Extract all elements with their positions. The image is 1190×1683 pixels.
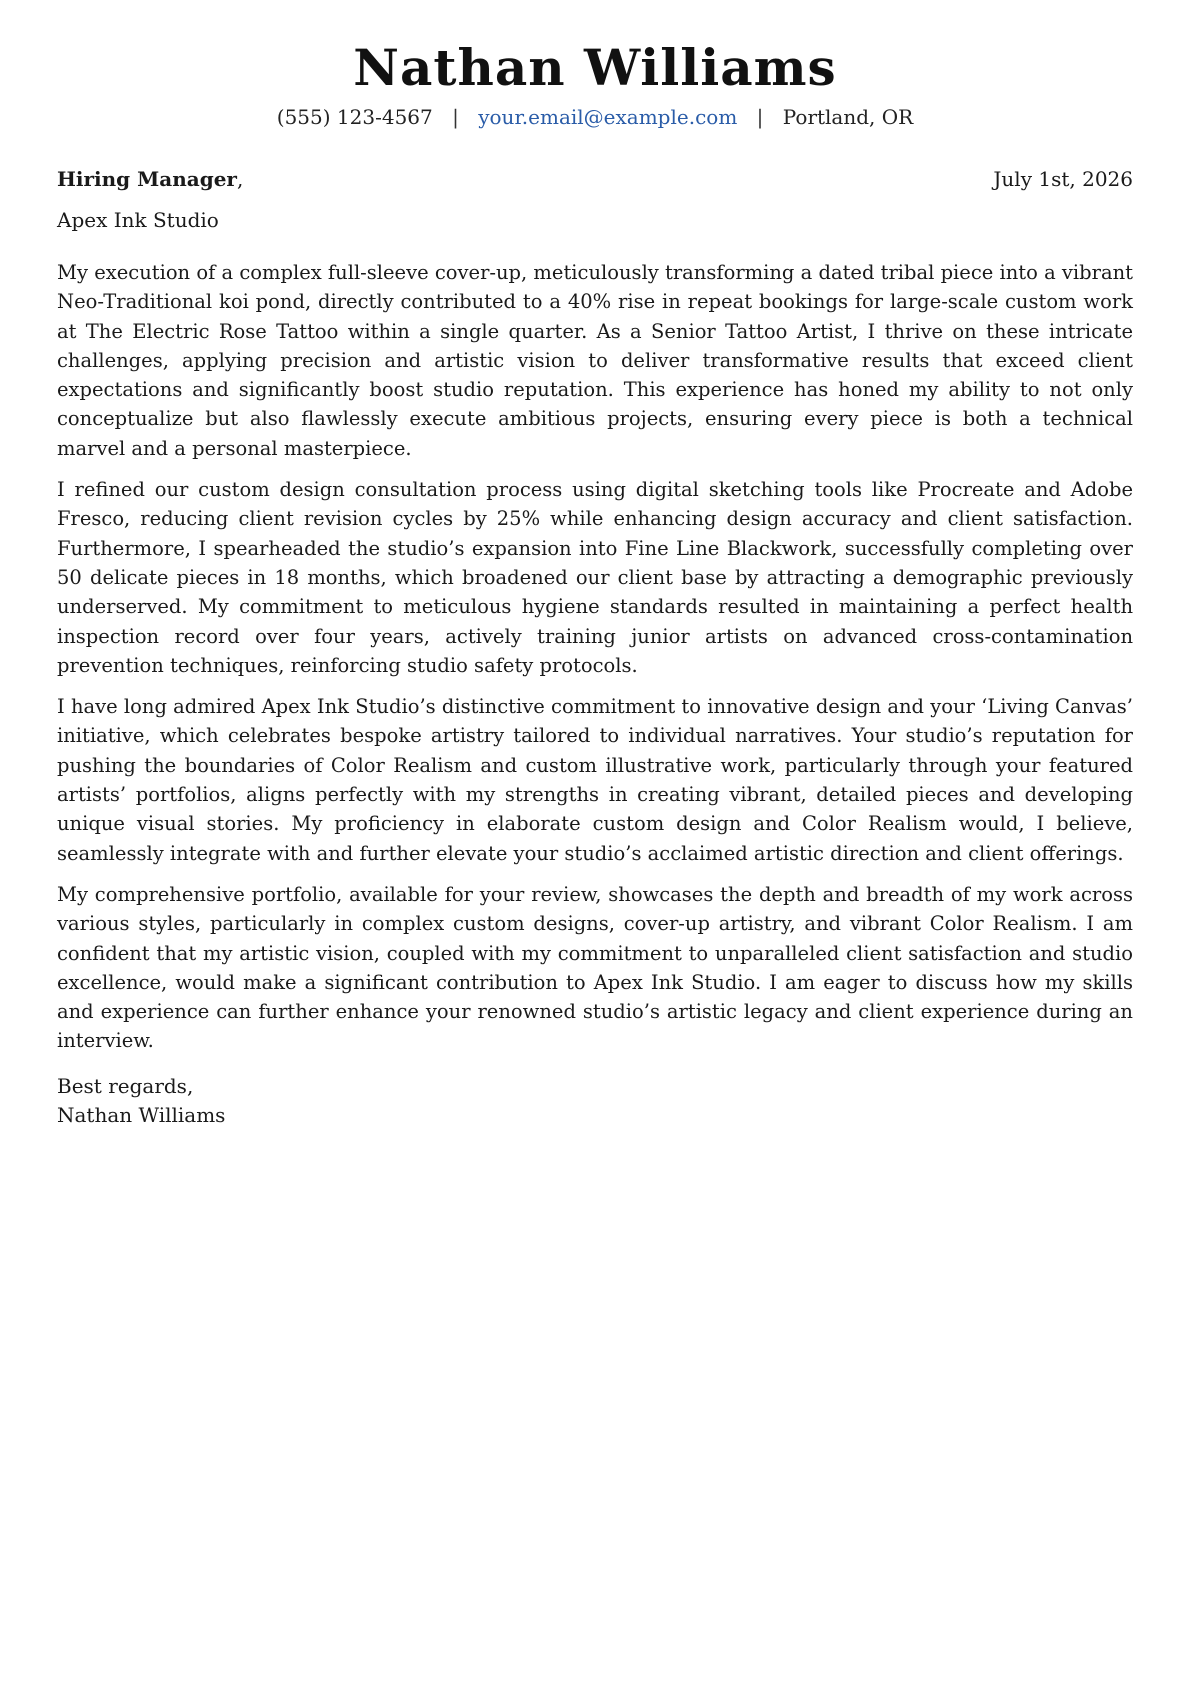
recipient-greeting — [57, 167, 243, 191]
recipient-title: Hiring Manager — [57, 167, 237, 191]
cover-letter-page — [57, 40, 1133, 1130]
body-paragraph: My comprehensive portfolio, available for your review, showcases the depth and breadth of my work across various styles, particularly in complex custom designs, cover-up artistry, and vibrant Color Realism. I am confident that my artistic vision, coupled with my commitment to unparalleled client satisfaction and studio excellence, would make a significant contribution to Apex Ink Studio. I am eager to discuss how my skills and experience can further enhance your renowned studio’s artistic legacy and client experience during an interview. — [57, 882, 1133, 1053]
closing-salutation: Best regards, — [57, 1073, 194, 1098]
recipient-date-row — [57, 167, 1133, 191]
contact-separator: | — [756, 105, 764, 129]
recipient-title-suffix: , — [236, 167, 244, 191]
letter-closing — [57, 1072, 1133, 1130]
body-paragraph: My execution of a complex full-sleeve cover-up, meticulously transforming a dated tribal piece into a vibrant Neo-Traditional koi pond, directly contributed to a 40% rise in repeat bookings for large-scale custom work at The Electric Rose Tattoo within a single quarter. As a Senior Tattoo Artist, I thrive on these intricate challenges, applying precision and artistic vision to deliver transformative results that exceed client expectations and significantly boost studio reputation. This experience has honed my ability to not only conceptualize but also flawlessly execute ambitious projects, ensuring every piece is both a technical marvel and a personal masterpiece. — [57, 261, 1133, 460]
letter-date: July 1st, 2026 — [993, 167, 1133, 191]
phone-number: (555) 123-4567 — [276, 105, 433, 129]
contact-line — [57, 105, 1133, 129]
location: Portland, OR — [782, 105, 914, 129]
contact-separator: | — [452, 105, 459, 129]
recipient-company: Apex Ink Studio — [57, 208, 219, 232]
email-link[interactable]: your.email@example.com — [478, 105, 738, 129]
body-paragraph: I have long admired Apex Ink Studio’s distinctive commitment to innovative design and your ‘Living Canvas’ initiative, which celebrates bespoke artistry tailored to individual narratives. Your studio’s reputation for pushing the boundaries of Color Realism and custom illustrative work, particularly through your featured artists’ portfolios, aligns perfectly with my strengths in creating vibrant, detailed pieces and developing unique visual stories. My proficiency in elaborate custom design and Color Realism would, I believe, seamlessly integrate with and further elevate your studio’s acclaimed artistic direction and client offerings. — [57, 695, 1133, 865]
closing-signature: Nathan Williams — [57, 1102, 226, 1127]
letter-body — [57, 258, 1133, 1056]
body-paragraph: I refined our custom design consultation process using digital sketching tools like Procreate and Adobe Fresco, reducing client revision cycles by 25% while enhancing design accuracy and client satisfaction. Furthermore, I spearheaded the studio’s expansion into Fine Line Blackwork, successfully completing over 50 delicate pieces in 18 months, which broadened our client base by attracting a demographic previously underserved. My commitment to meticulous hygiene standards resulted in maintaining a perfect health inspection record over four years, actively training junior artists on advanced cross-contamination prevention techniques, reinforcing studio safety protocols. — [57, 478, 1133, 677]
applicant-name: Nathan Williams — [353, 38, 837, 97]
